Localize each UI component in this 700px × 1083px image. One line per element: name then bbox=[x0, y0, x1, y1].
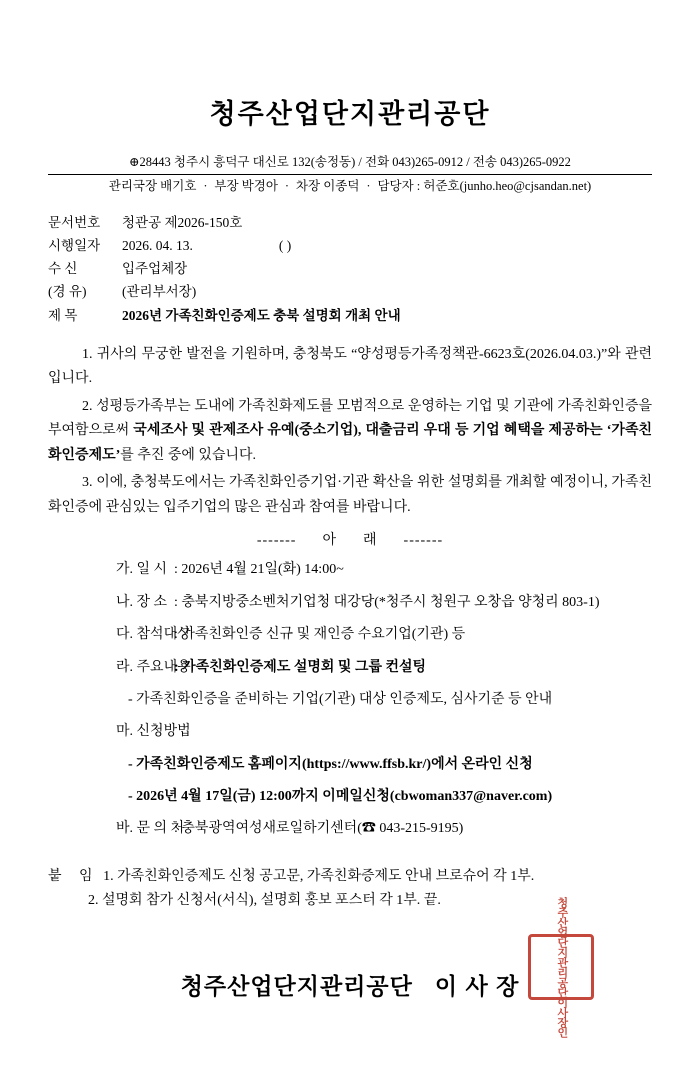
attachment-label: 붙 임 bbox=[48, 868, 100, 884]
paragraph-text-post: 를 추진 중에 있습니다. bbox=[120, 447, 257, 463]
paragraph-number: 2. bbox=[82, 398, 93, 414]
list-item bbox=[116, 818, 652, 840]
meta-label: 문서번호 bbox=[48, 214, 101, 230]
list-sub-item bbox=[116, 786, 652, 808]
list-sub-item bbox=[116, 689, 652, 711]
meta-label: 수 신 bbox=[48, 261, 78, 277]
zip-icon: ⊕ bbox=[129, 155, 140, 169]
meta-value-subject: 2026년 가족친화인증제도 충북 설명회 개최 안내 bbox=[122, 307, 401, 323]
signature-org: 청주산업단지관리공단 bbox=[180, 973, 413, 1000]
paragraph-text-emphasis: 국세조사 및 관제조사 유예(중소기업), 대출금리 우대 등 기업 혜택을 제공하는 ‘가족친화인증제도’ bbox=[48, 423, 652, 463]
letterhead-line-2 bbox=[48, 174, 652, 196]
attachment-line-1 bbox=[48, 865, 652, 889]
letterhead-address: 28443 청주시 흥덕구 대신로 132(송정동) / 전화 043)265-0912 / 전송 043)265-0922 bbox=[139, 155, 571, 169]
list-item-value: : 충북광역여성새로일하기센터(☎ 043-215-9195) bbox=[174, 821, 464, 837]
staff-contact: 담당자 : 허준호(junho.heo@cjsandan.net) bbox=[377, 179, 592, 194]
meta-value: 2026. 04. 13. bbox=[122, 237, 193, 253]
meta-row-via bbox=[48, 280, 652, 303]
staff-1: 관리국장 배기호 bbox=[108, 179, 197, 194]
list-item-value: : 충북지방중소벤처기업청 대강당(*청주시 청원구 오창읍 양청리 803-1) bbox=[174, 594, 600, 610]
list-item-value: : 2026년 4월 21일(화) 14:00~ bbox=[174, 562, 344, 578]
meta-label: 시행일자 bbox=[48, 237, 101, 253]
list-item bbox=[116, 721, 652, 743]
meta-row-document-number bbox=[48, 211, 652, 234]
list-item-key: 바. 문 의 처 bbox=[116, 821, 185, 837]
list-item bbox=[116, 624, 652, 646]
list-sub-item-value: - 가족친화인증제도 홈페이지(https://www.ffsb.kr/)에서 온라인 신청 bbox=[128, 756, 533, 772]
list-item bbox=[116, 559, 652, 581]
meta-value: 입주업체장 bbox=[122, 261, 188, 277]
list-item bbox=[116, 592, 652, 614]
separator-1: · bbox=[203, 179, 208, 194]
meta-label: (경 유) bbox=[48, 284, 87, 300]
page-title: 청주산업단지관리공단 bbox=[209, 99, 491, 129]
list-sub-item bbox=[116, 754, 652, 776]
meta-row-issue-date bbox=[48, 234, 652, 257]
separator-2: · bbox=[284, 179, 289, 194]
meta-label: 제 목 bbox=[48, 307, 78, 323]
divider-left: ------- bbox=[256, 533, 297, 549]
section-divider bbox=[48, 529, 652, 549]
meta-value: (관리부서장) bbox=[122, 284, 197, 300]
paragraph-text-pre: 성평등가족부는 도내에 가족친화제도를 모범적으로 운영하는 기업 및 기관에 가족친화인증을 부여함으로써 bbox=[48, 398, 652, 439]
paragraph-number: 1. bbox=[82, 346, 93, 362]
list-item bbox=[116, 657, 652, 679]
list-item-key: 나. 장 소 bbox=[116, 594, 168, 610]
staff-3: 차장 이종덕 bbox=[295, 179, 360, 194]
attachment-text: 1. 가족친화인증제도 신청 공고문, 가족친화증제도 안내 브로슈어 각 1부. bbox=[103, 868, 535, 884]
document-metadata bbox=[48, 211, 652, 327]
document-body bbox=[48, 343, 652, 521]
list-item-key: 마. 신청방법 bbox=[116, 724, 191, 740]
signature-position: 이 사 장 bbox=[434, 973, 520, 1000]
list-item-value: : 가족친화인증제도 설명회 및 그룹 컨설팅 bbox=[174, 659, 427, 675]
list-sub-item-value: - 2026년 4월 17일(금) 12:00까지 이메일신청(cbwoman337@naver.com) bbox=[128, 789, 553, 805]
letterhead-line-1 bbox=[48, 153, 652, 172]
paragraph-number: 3. bbox=[82, 475, 93, 491]
list-item-value: : 가족친화인증 신규 및 재인증 수요기업(기관) 등 bbox=[174, 627, 466, 643]
seal-text: 청주산업단지관리공단이사장인 bbox=[555, 897, 568, 1038]
divider-word-b: 래 bbox=[363, 533, 378, 549]
paragraph-1 bbox=[48, 343, 652, 392]
letterhead-contact bbox=[48, 153, 652, 197]
list-sub-item-value: - 가족친화인증을 준비하는 기업(기관) 대상 인증제도, 심사기준 등 안내 bbox=[128, 691, 553, 707]
paragraph-text: 이에, 충청북도에서는 가족친화인증기업·기관 확산을 위한 설명회를 개최할 예정이니, 가족친화인증에 관심있는 입주기업의 많은 관심과 참여를 바랍니다. bbox=[48, 475, 653, 515]
divider-right: ------- bbox=[403, 533, 444, 549]
meta-extra: ( ) bbox=[278, 237, 292, 253]
staff-2: 부장 박경아 bbox=[214, 179, 278, 194]
detail-list bbox=[48, 559, 652, 841]
meta-row-recipient bbox=[48, 257, 652, 280]
paragraph-2 bbox=[48, 395, 652, 469]
list-item-key: 라. 주요내용 bbox=[116, 659, 191, 675]
list-item-key: 다. 참석대상 bbox=[116, 627, 191, 643]
paragraph-text: 귀사의 무궁한 발전을 기원하며, 충청북도 “양성평등가족정책관-6623호(2026.04.03.)”와 관련입니다. bbox=[48, 346, 653, 387]
list-item-key: 가. 일 시 bbox=[116, 562, 168, 578]
divider-word-a: 아 bbox=[322, 533, 337, 549]
separator-3: · bbox=[366, 179, 371, 194]
meta-value: 청관공 제2026-150호 bbox=[122, 214, 243, 230]
meta-row-subject bbox=[48, 304, 652, 327]
document-page bbox=[0, 92, 700, 1083]
paragraph-3 bbox=[48, 471, 652, 520]
attachment-text: 2. 설명회 참가 신청서(서식), 설명회 홍보 포스터 각 1부. 끝. bbox=[88, 892, 441, 908]
